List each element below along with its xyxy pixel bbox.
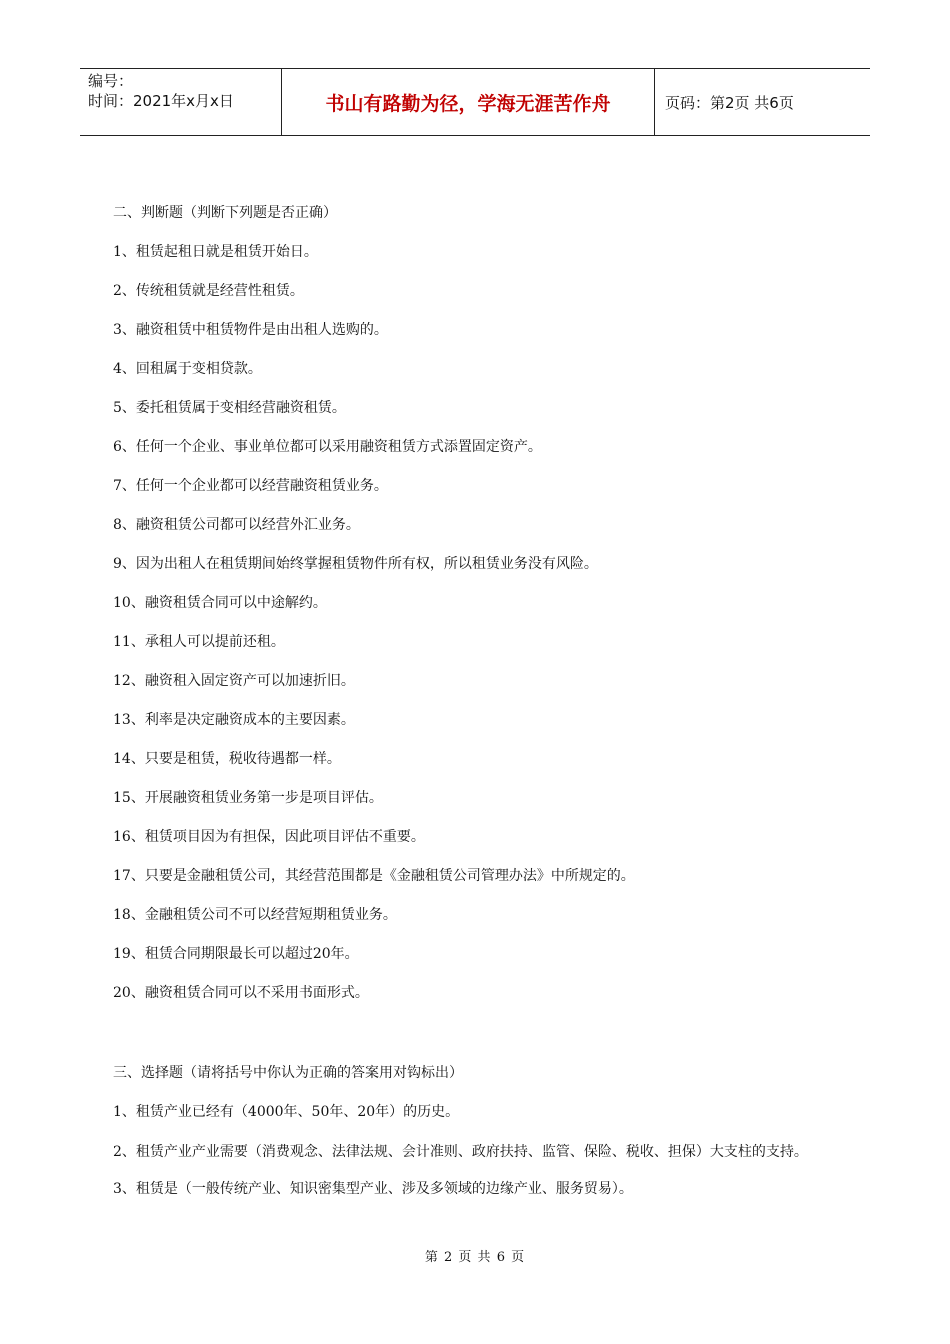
question-item: 19、租赁合同期限最长可以超过20年。 <box>113 946 359 962</box>
question-item: 13、利率是决定融资成本的主要因素。 <box>113 712 355 728</box>
question-item: 8、融资租赁公司都可以经营外汇业务。 <box>113 517 360 533</box>
document-body <box>113 203 833 1218</box>
header-page-info: 页码：第2页 共6页 <box>665 93 794 112</box>
question-item: 18、金融租赁公司不可以经营短期租赁业务。 <box>113 907 397 923</box>
question-item: 1、租赁产业已经有（4000年、50年、20年）的历史。 <box>113 1104 460 1120</box>
question-item: 9、因为出租人在租赁期间始终掌握租赁物件所有权，所以租赁业务没有风险。 <box>113 556 598 572</box>
time-label: 时间：2021年x月x日 <box>88 92 234 110</box>
question-item: 3、租赁是（一般传统产业、知识密集型产业、涉及多领域的边缘产业、服务贸易）。 <box>113 1181 633 1197</box>
question-item: 2、租赁产业产业需要（消费观念、法律法规、会计准则、政府扶持、监管、保险、税收、担保）大支柱的支持。 <box>113 1144 808 1160</box>
question-item: 6、任何一个企业、事业单位都可以采用融资租赁方式添置固定资产。 <box>113 439 542 455</box>
section-spacer <box>113 1022 833 1063</box>
section-title-true-false: 二、判断题（判断下列题是否正确） <box>113 205 337 221</box>
page-footer: 第 2 页 共 6 页 <box>424 1250 526 1265</box>
number-label: 编号： <box>88 72 134 90</box>
question-item: 16、租赁项目因为有担保，因此项目评估不重要。 <box>113 829 425 845</box>
question-item: 17、只要是金融租赁公司，其经营范围都是《金融租赁公司管理办法》中所规定的。 <box>113 868 635 884</box>
question-item: 11、承租人可以提前还租。 <box>113 634 285 650</box>
question-item: 15、开展融资租赁业务第一步是项目评估。 <box>113 790 383 806</box>
question-item: 7、任何一个企业都可以经营融资租赁业务。 <box>113 478 388 494</box>
question-item: 10、融资租赁合同可以中途解约。 <box>113 595 327 611</box>
question-item: 12、融资租入固定资产可以加速折旧。 <box>113 673 355 689</box>
question-item: 14、只要是租赁，税收待遇都一样。 <box>113 751 341 767</box>
question-item: 4、回租属于变相贷款。 <box>113 361 262 377</box>
question-item: 20、融资租赁合同可以不采用书面形式。 <box>113 985 369 1001</box>
question-item: 2、传统租赁就是经营性租赁。 <box>113 283 304 299</box>
header-meta <box>80 69 282 135</box>
question-item: 1、租赁起租日就是租赁开始日。 <box>113 244 318 260</box>
question-item: 3、融资租赁中租赁物件是由出租人选购的。 <box>113 322 388 338</box>
section-title-multiple-choice: 三、选择题（请将括号中你认为正确的答案用对钩标出） <box>113 1065 463 1081</box>
page-header <box>80 68 870 136</box>
question-item: 5、委托租赁属于变相经营融资租赁。 <box>113 400 346 416</box>
header-motto: 书山有路勤为径，学海无涯苦作舟 <box>282 69 655 135</box>
